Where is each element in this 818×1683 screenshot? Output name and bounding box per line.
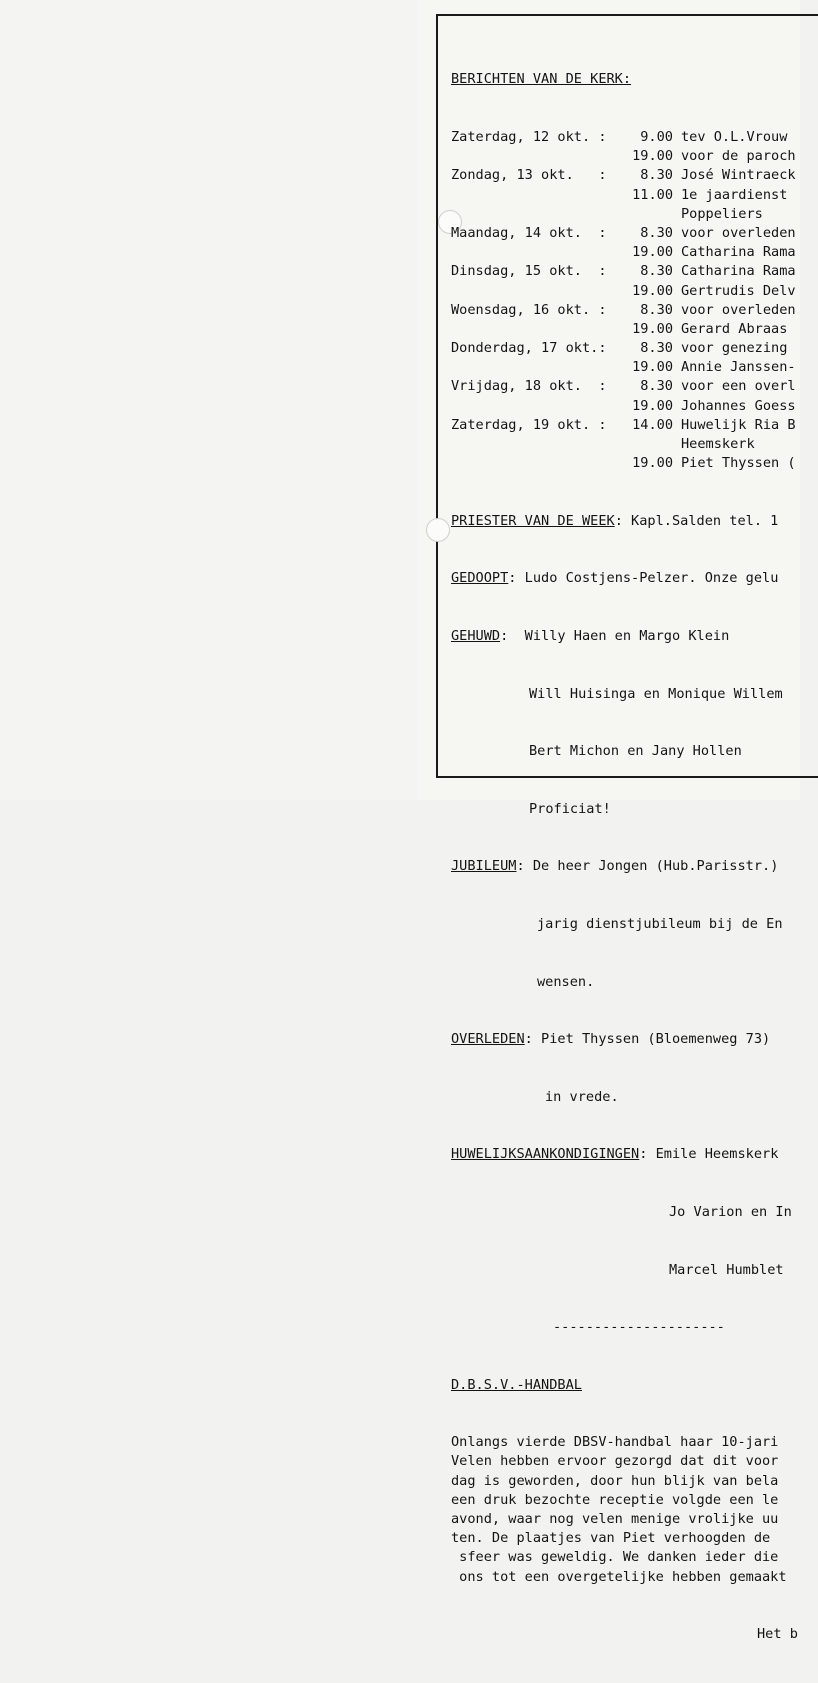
priester-line bbox=[451, 512, 811, 531]
punch-hole-bottom bbox=[426, 518, 450, 542]
schedule-intention: voor overleden bbox=[681, 224, 796, 241]
jubileum-text: : De heer Jongen (Hub.Parisstr.) bbox=[516, 858, 779, 875]
document-page bbox=[418, 0, 800, 1643]
schedule-row bbox=[451, 339, 811, 358]
schedule-time: 19.00 bbox=[632, 397, 673, 414]
gehuwd-text: : Willy Haen en Margo Klein bbox=[500, 627, 730, 644]
schedule-row bbox=[451, 205, 811, 224]
schedule-row bbox=[451, 397, 811, 416]
schedule-intention: Catharina Rama bbox=[681, 244, 796, 261]
schedule-row bbox=[451, 416, 811, 435]
dbsv-line: een druk bezochte receptie volgde een le bbox=[451, 1491, 779, 1508]
schedule-row bbox=[451, 128, 811, 147]
schedule-row bbox=[451, 282, 811, 301]
gedoopt-text: : Ludo Costjens-Pelzer. Onze gelu bbox=[508, 570, 779, 587]
schedule-intention: Gerard Abraas bbox=[681, 320, 788, 337]
schedule-day: Vrijdag, 18 okt. : bbox=[451, 378, 607, 395]
schedule-day: Zaterdag, 12 okt. : bbox=[451, 129, 607, 145]
schedule-time: 19.00 bbox=[632, 244, 673, 261]
gehuwd-extra: Proficiat! bbox=[529, 800, 611, 817]
huwelijk-label: HUWELIJKSAANKONDIGINGEN bbox=[451, 1146, 640, 1163]
jubileum-label: JUBILEUM bbox=[451, 858, 517, 875]
heading-dbsv: D.B.S.V.-HANDBAL bbox=[451, 1376, 582, 1393]
huwelijk-extra: Jo Varion en In bbox=[669, 1203, 792, 1220]
schedule-time: 11.00 bbox=[632, 186, 673, 203]
schedule-time: 8.30 bbox=[640, 224, 673, 241]
gedoopt-label: GEDOOPT bbox=[451, 570, 509, 587]
schedule-intention: Heemskerk bbox=[681, 436, 755, 452]
schedule-row bbox=[451, 377, 811, 396]
schedule-intention: Poppeliers bbox=[681, 205, 763, 222]
schedule-time: 9.00 bbox=[640, 129, 673, 145]
gedoopt-line bbox=[451, 569, 811, 588]
gehuwd-extra: Bert Michon en Jany Hollen bbox=[529, 743, 742, 760]
schedule-time: 8.30 bbox=[640, 167, 673, 184]
bulletin-content bbox=[451, 32, 811, 1683]
priester-label: PRIESTER VAN DE WEEK bbox=[451, 512, 615, 529]
dbsv-line: Onlangs vierde DBSV-handbal haar 10-jari bbox=[451, 1434, 779, 1451]
mass-schedule bbox=[451, 128, 811, 473]
schedule-day: Maandag, 14 okt. : bbox=[451, 224, 607, 241]
schedule-row bbox=[451, 186, 811, 205]
schedule-intention: Huwelijk Ria B bbox=[681, 416, 796, 433]
schedule-day: Woensdag, 16 okt. : bbox=[451, 301, 607, 318]
schedule-row bbox=[451, 243, 811, 262]
schedule-intention: voor genezing bbox=[681, 340, 788, 357]
schedule-row bbox=[451, 224, 811, 243]
schedule-day: Zaterdag, 19 okt. : bbox=[451, 416, 607, 433]
schedule-intention: Annie Janssen- bbox=[681, 359, 796, 376]
signoff: Het b bbox=[757, 1626, 798, 1643]
schedule-day: Dinsdag, 15 okt. : bbox=[451, 263, 607, 280]
overleden-line bbox=[451, 1030, 811, 1049]
blank-left-area bbox=[0, 0, 418, 800]
dbsv-line: sfeer was geweldig. We danken ieder die bbox=[451, 1549, 779, 1566]
schedule-row bbox=[451, 454, 811, 473]
schedule-time: 19.00 bbox=[632, 320, 673, 337]
schedule-row bbox=[451, 358, 811, 377]
schedule-intention: Piet Thyssen ( bbox=[681, 455, 796, 472]
schedule-row bbox=[451, 166, 811, 185]
dbsv-line: ten. De plaatjes van Piet verhoogden de bbox=[451, 1530, 771, 1547]
schedule-row bbox=[451, 435, 811, 454]
priester-text: : Kapl.Salden tel. 1 bbox=[614, 512, 779, 529]
schedule-intention: voor een overl bbox=[681, 378, 796, 395]
schedule-intention: tev O.L.Vrouw bbox=[681, 129, 788, 145]
schedule-time: 8.30 bbox=[640, 340, 673, 357]
overleden-label: OVERLEDEN bbox=[451, 1031, 525, 1048]
schedule-time: 19.00 bbox=[632, 148, 673, 165]
huwelijk-line bbox=[451, 1145, 811, 1164]
schedule-intention: 1e jaardienst bbox=[681, 186, 788, 203]
overleden-text: : Piet Thyssen (Bloemenweg 73) bbox=[524, 1031, 771, 1048]
schedule-row bbox=[451, 320, 811, 339]
dbsv-line: ons tot een overgetelijke hebben gemaakt bbox=[451, 1568, 787, 1585]
schedule-time: 14.00 bbox=[632, 416, 673, 433]
schedule-time: 19.00 bbox=[632, 359, 673, 376]
schedule-row bbox=[451, 262, 811, 281]
schedule-intention: Catharina Rama bbox=[681, 263, 796, 280]
overleden-extra: in vrede. bbox=[545, 1088, 619, 1105]
gehuwd-line bbox=[451, 627, 811, 646]
dbsv-line: Velen hebben ervoor gezorgd dat dit voor bbox=[451, 1453, 779, 1470]
jubileum-extra: jarig dienstjubileum bij de En bbox=[537, 915, 783, 932]
jubileum-extra: wensen. bbox=[537, 973, 595, 990]
separator-dashes: --------------------- bbox=[553, 1319, 725, 1336]
schedule-day: Donderdag, 17 okt.: bbox=[451, 340, 607, 357]
schedule-time: 19.00 bbox=[632, 455, 673, 472]
gehuwd-label: GEHUWD bbox=[451, 627, 501, 644]
schedule-intention: voor de paroch bbox=[681, 148, 796, 165]
schedule-row bbox=[451, 301, 811, 320]
huwelijk-text: : Emile Heemskerk bbox=[639, 1146, 779, 1163]
schedule-time: 8.30 bbox=[640, 378, 673, 395]
schedule-time: 19.00 bbox=[632, 282, 673, 299]
jubileum-line bbox=[451, 857, 811, 876]
heading-berichten: BERICHTEN VAN DE KERK: bbox=[451, 71, 632, 88]
gehuwd-extra: Will Huisinga en Monique Willem bbox=[529, 685, 783, 702]
schedule-intention: José Wintraeck bbox=[681, 167, 796, 184]
schedule-intention: voor overleden bbox=[681, 301, 796, 318]
schedule-time: 8.30 bbox=[640, 301, 673, 318]
schedule-day: Zondag, 13 okt. : bbox=[451, 167, 607, 184]
schedule-row bbox=[451, 147, 811, 166]
schedule-time: 8.30 bbox=[640, 263, 673, 280]
schedule-intention: Gertrudis Delv bbox=[681, 282, 796, 299]
huwelijk-extra: Marcel Humblet bbox=[669, 1261, 784, 1278]
schedule-intention: Johannes Goess bbox=[681, 397, 796, 414]
dbsv-paragraph bbox=[451, 1433, 811, 1587]
dbsv-line: dag is geworden, door hun blijk van bela bbox=[451, 1472, 779, 1489]
dbsv-line: avond, waar nog velen menige vrolijke uu bbox=[451, 1511, 779, 1528]
